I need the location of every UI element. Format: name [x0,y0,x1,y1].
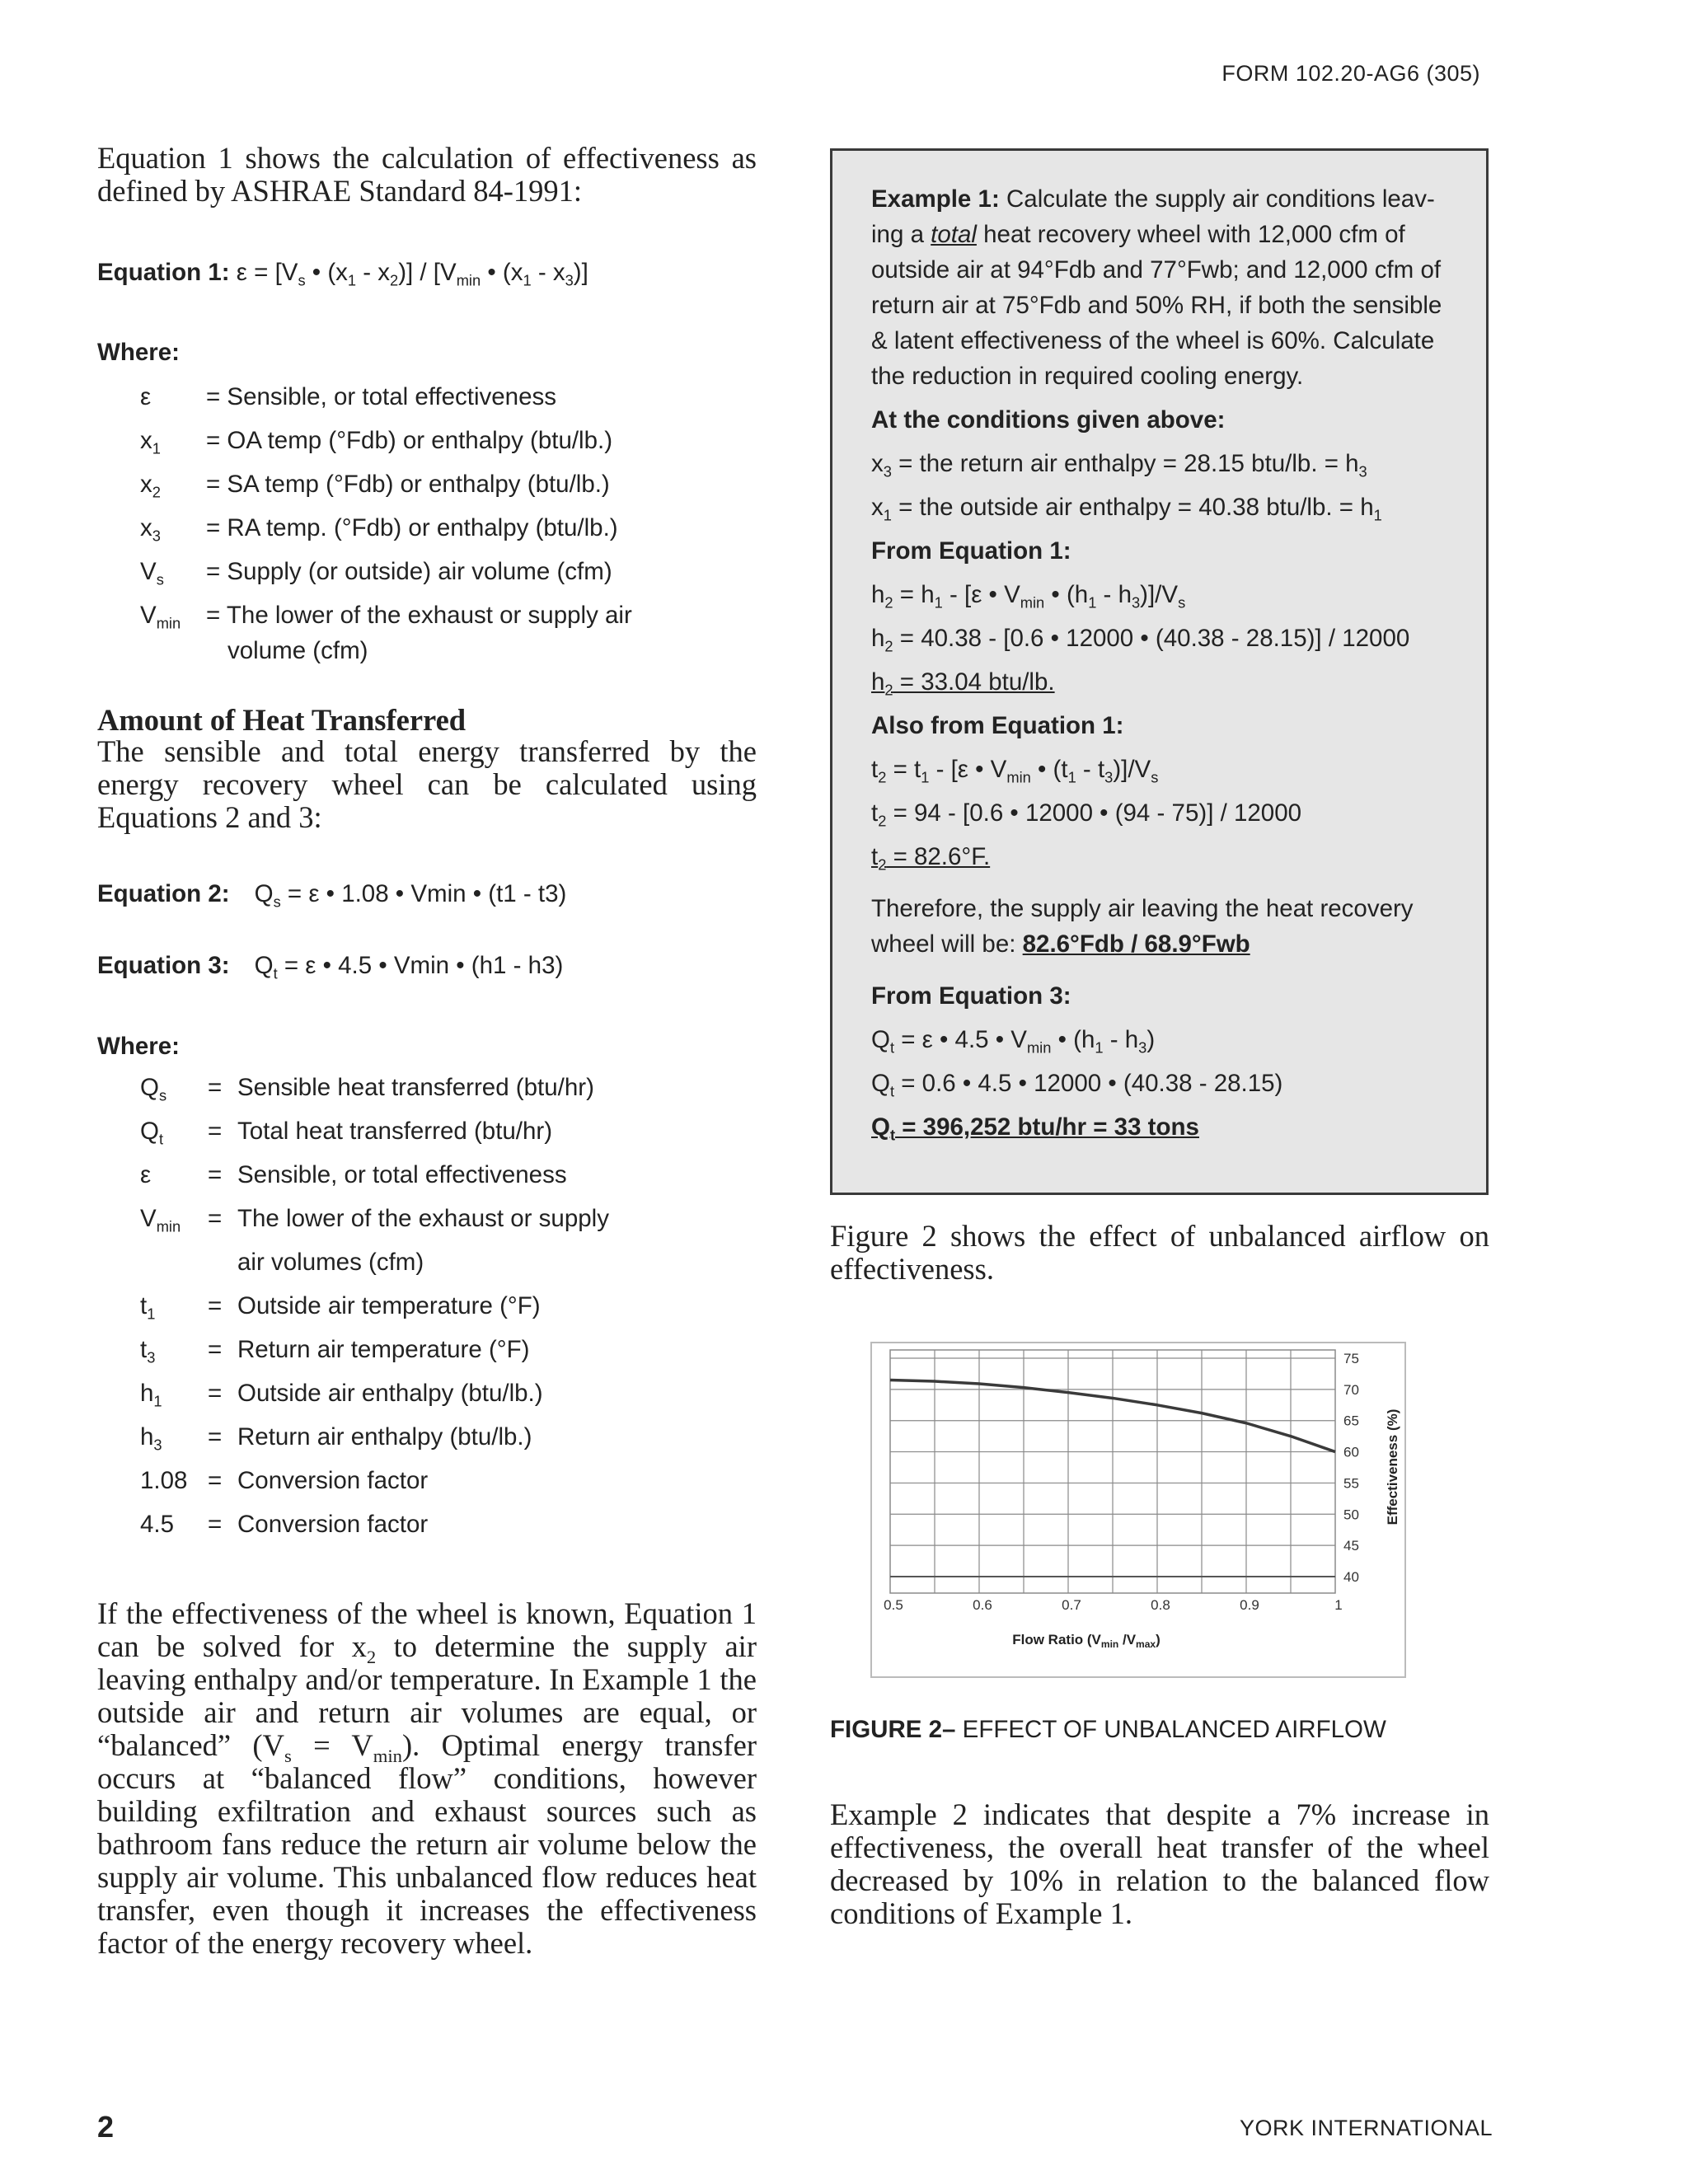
therefore-line: Therefore, the supply air leaving the heat recovery [871,895,1414,922]
definition-symbol: $h_3$ [140,1423,162,1454]
figure-2-frame [870,1342,1406,1678]
y-tick-label: 60 [1343,1444,1359,1460]
equation-3-label: Equation 3: [97,952,230,979]
effectiveness-paragraph: If the effectiveness of the wheel is known, Equation 1 can be solved for $x_2$ to determine the supply air leaving enthalpy and/or temperature. In Example 1 the outside air and return air volumes are equal, or “balanced” $(V_s = V_{min})$. Optimal energy transfer occurs at “balanced flow” conditions, however building exfiltration and exhaust sources such as bathroom fans reduce the return air volume below the supply air volume. This unbalanced flow reduces heat transfer, even though it increases the effectiveness factor of the energy recovery wheel. [97,1596,757,1960]
definition-text: The lower of the exhaust or supply [237,1205,609,1232]
x-tick-label: 0.8 [1151,1597,1170,1613]
example-1-box [830,148,1489,1195]
section-heading: Amount of Heat Transferred [97,703,467,737]
definition-symbol: ε [140,1161,152,1188]
page-number: 2 [97,2110,115,2144]
effectiveness-chart [872,1343,1404,1676]
definition-text: Outside air enthalpy (btu/lb.) [237,1380,543,1407]
definition-text: Outside air temperature (°F) [237,1292,541,1319]
definition-symbol: $t_3$ [140,1336,156,1366]
example-line: & latent effectiveness of the wheel is 60%. Calculate [871,327,1435,354]
qt-calculation: $Q_t = 0.6$ • 4.5 • 12000 • (40.38 - 28.15) [871,1070,1283,1100]
definition-symbol: 1.08 [140,1467,188,1494]
definition-text: Total heat transferred (btu/hr) [237,1118,553,1145]
t2-calculation: $t_2 = 94 - [0.6$ • 12000 • (94 - 75)] / 12000 [871,799,1302,830]
y-tick-label: 70 [1343,1381,1359,1398]
where-label-1: Where: [97,339,180,366]
example-line: outside air at 94°Fdb and 77°Fwb; and 12,000 cfm of [871,256,1442,284]
intro-paragraph: Equation 1 shows the calculation of effectiveness as defined by ASHRAE Standard 84-1991: [97,141,757,208]
company-name: YORK INTERNATIONAL [1240,2116,1493,2140]
x-tick-label: 0.6 [973,1597,992,1613]
definition-text: = SA temp (°Fdb) or enthalpy (btu/lb.) [206,471,610,498]
definition-list-2: $Q_s$ = Sensible heat transferred (btu/hr) $Q_t$ = Total heat transferred (btu/hr) ε = Sensible, or total effectiveness $V_{min}$ = The lower of the exhaust or supply air volumes (cfm) $t_1$ = Outside air temperature (°F) $t_3$ = Return air temperature (°F) $h_1$ = Outside air enthalpy (btu/lb.) $h_3$ = Return air enthalpy (btu/lb.) 1.08 = Conversion factor 4.5 = Conversion factor [140,1074,609,1538]
definition-text: Sensible heat transferred (btu/hr) [237,1074,594,1101]
from-equation-1-heading: From Equation 1: [871,537,1071,565]
example-title: Example 1: [871,185,1000,213]
therefore-result-line: wheel will be: 82.6°Fdb / 68.9°Fwb [871,930,1250,958]
supply-air-result: 82.6°Fdb / 68.9°Fwb [1022,930,1250,958]
definition-text: = RA temp. (°Fdb) or enthalpy (btu/lb.) [206,514,618,541]
definition-text: volume (cfm) [227,637,368,664]
y-tick-label: 65 [1343,1413,1359,1429]
x3-line: $x_3$ = the return air enthalpy = 28.15 btu/lb. = $h_3$ [871,450,1367,480]
chart-grid [890,1350,1335,1593]
where-label-2: Where: [97,1033,180,1060]
x1-line: $x_1$ = the outside air enthalpy = 40.38 btu/lb. = $h_1$ [871,494,1382,524]
definition-text: Return air enthalpy (btu/lb.) [237,1423,532,1451]
definition-symbol: $V_{min}$ [140,602,181,632]
form-number: FORM 102.20-AG6 (305) [1221,61,1480,86]
h2-calculation: $h_2 = 40.38 - [0.6$ • 12000 • (40.38 - 28.15)] / 12000 [871,625,1410,655]
equation-2-label: Equation 2: [97,880,230,907]
equation-1-label: Equation 1: [97,259,230,286]
equation-2: Equation 2: $Q_s = \varepsilon$ • 1.08 • Vmin • (t1 - t3) [97,880,567,911]
y-tick-label: 45 [1343,1538,1359,1554]
definition-symbol: $V_{min}$ [140,1205,181,1235]
definition-text: Conversion factor [237,1511,429,1538]
equation-3: Equation 3: $Q_t = \varepsilon$ • 4.5 • Vmin • (h1 - h3) [97,952,564,982]
definition-text: Return air temperature (°F) [237,1336,530,1363]
example-line: the reduction in required cooling energy. [871,363,1304,390]
definition-symbol: 4.5 [140,1511,175,1538]
definition-symbol: $x_1$ [140,427,161,457]
definition-symbol: $x_2$ [140,471,161,501]
figure-2-caption: FIGURE 2– EFFECT OF UNBALANCED AIRFLOW [830,1716,1386,1743]
t2-formula: $t_2 = t_1 - [\varepsilon$ • $V_{min}$ • $(t_1 - t_3)]/V_s$ [871,756,1159,786]
y-tick-label: 75 [1343,1351,1359,1366]
example-line: Example 1: Calculate the supply air conditions leav- [871,185,1435,213]
h2-result: $h_2 = 33.04$ btu/lb. [871,668,1055,699]
definition-list-1 [140,383,717,680]
from-equation-3-heading: From Equation 3: [871,982,1071,1010]
definition-symbol: $Q_s$ [140,1074,167,1104]
y-tick-label: 55 [1343,1475,1359,1492]
definition-text: air volumes (cfm) [237,1249,424,1276]
also-equation-1-heading: Also from Equation 1: [871,712,1124,739]
example-line: return air at 75°Fdb and 50% RH, if both the sensible [871,292,1442,319]
definition-text: = Sensible, or total effectiveness [206,383,556,410]
t2-result: $t_2 = 82.6^\circ F$. [871,843,991,874]
definition-symbol: $t_1$ [140,1292,156,1323]
x-tick-label: 1 [1334,1597,1343,1613]
definition-text: = Supply (or outside) air volume (cfm) [206,558,612,585]
qt-result: $Q_t = 396,252$ btu/hr = 33 tons [871,1113,1199,1144]
x-axis-label: Flow Ratio ($V_{min}$ $/V_{max}$) [1012,1632,1160,1650]
example-2-paragraph: Example 2 indicates that despite a 7% increase in effectiveness, the overall heat transfer of the wheel decreased by 10% in relation to the balanced flow conditions of Example 1. [830,1797,1489,1930]
chart-tick-layer [884,1351,1359,1613]
definition-text: Conversion factor [237,1467,429,1494]
definition-symbol: $Q_t$ [140,1118,164,1148]
definition-symbol: $h_1$ [140,1380,162,1410]
y-axis-label: Effectiveness (%) [1385,1408,1400,1526]
definition-symbol: $V_s$ [140,558,164,588]
definition-text: = OA temp (°Fdb) or enthalpy (btu/lb.) [206,427,613,454]
x-tick-label: 0.5 [884,1597,903,1613]
qt-formula: $Q_t = \varepsilon$ • 4.5 • $V_{min}$ • $(h_1 - h_3)$ [871,1026,1156,1057]
figure-2-intro: Figure 2 shows the effect of unbalanced airflow on effectiveness. [830,1219,1489,1286]
heat-paragraph: The sensible and total energy transferred by the energy recovery wheel can be calculated using Equations 2 and 3: [97,734,757,834]
definition-text: Sensible, or total effectiveness [237,1161,567,1188]
definition-symbol: ε [140,383,152,410]
definition-symbol: $x_3$ [140,514,161,545]
h2-formula: $h_2 = h_1 - [\varepsilon$ • $V_{min}$ • $(h_1 - h_3)]/V_s$ [871,581,1186,612]
conditions-heading: At the conditions given above: [871,406,1226,434]
definition-text: = The lower of the exhaust or supply air [206,602,632,629]
y-tick-label: 50 [1343,1507,1359,1523]
equation-1: Equation 1: $\varepsilon = [V_s$ • $(x_1 - x_2)] / [V_{min}$ • $(x_1 - x_3)$] [97,259,588,289]
example-line: ing a total heat recovery wheel with 12,000 cfm of [871,221,1405,248]
y-tick-label: 40 [1343,1569,1359,1585]
x-tick-label: 0.7 [1062,1597,1081,1613]
x-tick-label: 0.9 [1240,1597,1259,1613]
